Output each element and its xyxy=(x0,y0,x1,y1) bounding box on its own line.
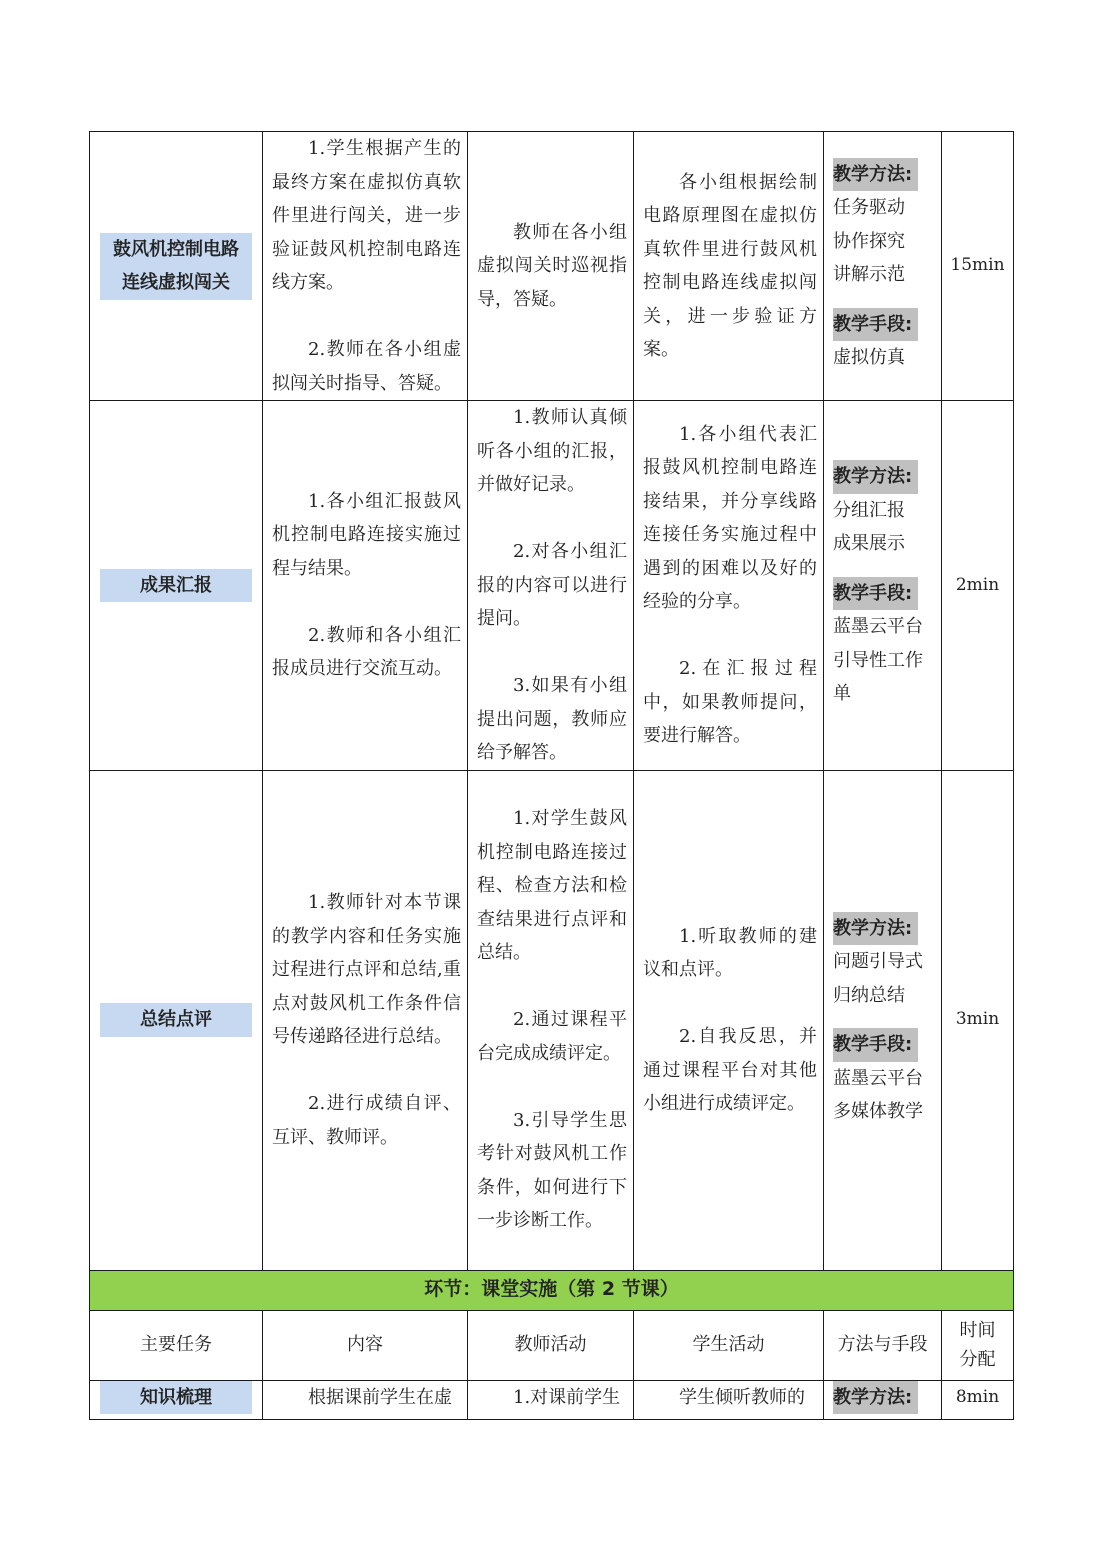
task-label: 总结点评 xyxy=(100,1003,252,1037)
header-teacher: 教师活动 xyxy=(468,1310,634,1380)
method-label: 教学方法: xyxy=(833,1381,918,1415)
time-cell: 8min xyxy=(942,1380,1014,1419)
time-cell: 15min xyxy=(942,132,1014,401)
content-cell: 根据课前学生在虚 xyxy=(263,1380,468,1419)
section-row xyxy=(90,1270,1014,1310)
section-title: 环节：课堂实施（第 2 节课） xyxy=(90,1270,1014,1310)
task-cell xyxy=(90,401,263,771)
task-label: 成果汇报 xyxy=(100,569,252,603)
means-label: 教学手段: xyxy=(833,577,918,611)
header-task: 主要任务 xyxy=(90,1310,263,1380)
task-cell xyxy=(90,1380,263,1419)
header-method: 方法与手段 xyxy=(824,1310,942,1380)
content-cell: 1.学生根据产生的最终方案在虚拟仿真软件里进行闯关，进一步验证鼓风机控制电路连线方案。 2.教师在各小组虚拟闯关时指导、答疑。 xyxy=(263,132,468,401)
header-time: 时间 分配 xyxy=(942,1310,1014,1380)
method-cell xyxy=(824,1380,942,1419)
content-cell: 1.各小组汇报鼓风机控制电路连接实施过程与结果。 2.教师和各小组汇报成员进行交流互动。 xyxy=(263,401,468,771)
lesson-plan-table xyxy=(89,131,1014,1420)
header-content: 内容 xyxy=(263,1310,468,1380)
means-label: 教学手段: xyxy=(833,308,918,342)
content-cell: 1.教师针对本节课的教学内容和任务实施过程进行点评和总结,重点对鼓风机工作条件信号传递路径进行总结。 2.进行成绩自评、互评、教师评。 xyxy=(263,770,468,1270)
teacher-activity-cell: 教师在各小组虚拟闯关时巡视指导，答疑。 xyxy=(468,132,634,401)
means-label: 教学手段: xyxy=(833,1028,918,1062)
task-label: 知识梳理 xyxy=(100,1381,252,1415)
task-label: 鼓风机控制电路 连线虚拟闯关 xyxy=(100,233,252,300)
task-cell xyxy=(90,770,263,1270)
method-cell: 教学方法: 任务驱动 协作探究 讲解示范 教学手段: 虚拟仿真 xyxy=(824,132,942,401)
table-row xyxy=(90,1380,1014,1419)
student-activity-cell: 1.听取教师的建议和点评。 2.自我反思，并通过课程平台对其他小组进行成绩评定。 xyxy=(634,770,824,1270)
time-cell: 2min xyxy=(942,401,1014,771)
method-cell: 教学方法: 分组汇报 成果展示 教学手段: 蓝墨云平台 引导性工作单 xyxy=(824,401,942,771)
table-row xyxy=(90,401,1014,771)
table-row xyxy=(90,132,1014,401)
student-activity-cell: 各小组根据绘制电路原理图在虚拟仿真软件里进行鼓风机控制电路连线虚拟闯关，进一步验证方案。 xyxy=(634,132,824,401)
teacher-activity-cell: 1.对学生鼓风机控制电路连接过程、检查方法和检查结果进行点评和总结。 2.通过课程平台完成成绩评定。 3.引导学生思考针对鼓风机工作条件，如何进行下一步诊断工作。 xyxy=(468,770,634,1270)
teacher-activity-cell: 1.教师认真倾听各小组的汇报，并做好记录。 2.对各小组汇报的内容可以进行提问。 3.如果有小组提出问题，教师应给予解答。 xyxy=(468,401,634,771)
teacher-activity-cell: 1.对课前学生 xyxy=(468,1380,634,1419)
method-label: 教学方法: xyxy=(833,912,918,946)
table-row xyxy=(90,770,1014,1270)
student-activity-cell: 1.各小组代表汇报鼓风机控制电路连接结果，并分享线路连接任务实施过程中遇到的困难以及好的经验的分享。 2.在汇报过程中，如果教师提问，要进行解答。 xyxy=(634,401,824,771)
method-label: 教学方法: xyxy=(833,158,918,192)
task-cell xyxy=(90,132,263,401)
method-cell: 教学方法: 问题引导式 归纳总结 教学手段: 蓝墨云平台 多媒体教学 xyxy=(824,770,942,1270)
header-student: 学生活动 xyxy=(634,1310,824,1380)
student-activity-cell: 学生倾听教师的 xyxy=(634,1380,824,1419)
column-header-row xyxy=(90,1310,1014,1380)
method-label: 教学方法: xyxy=(833,460,918,494)
time-cell: 3min xyxy=(942,770,1014,1270)
